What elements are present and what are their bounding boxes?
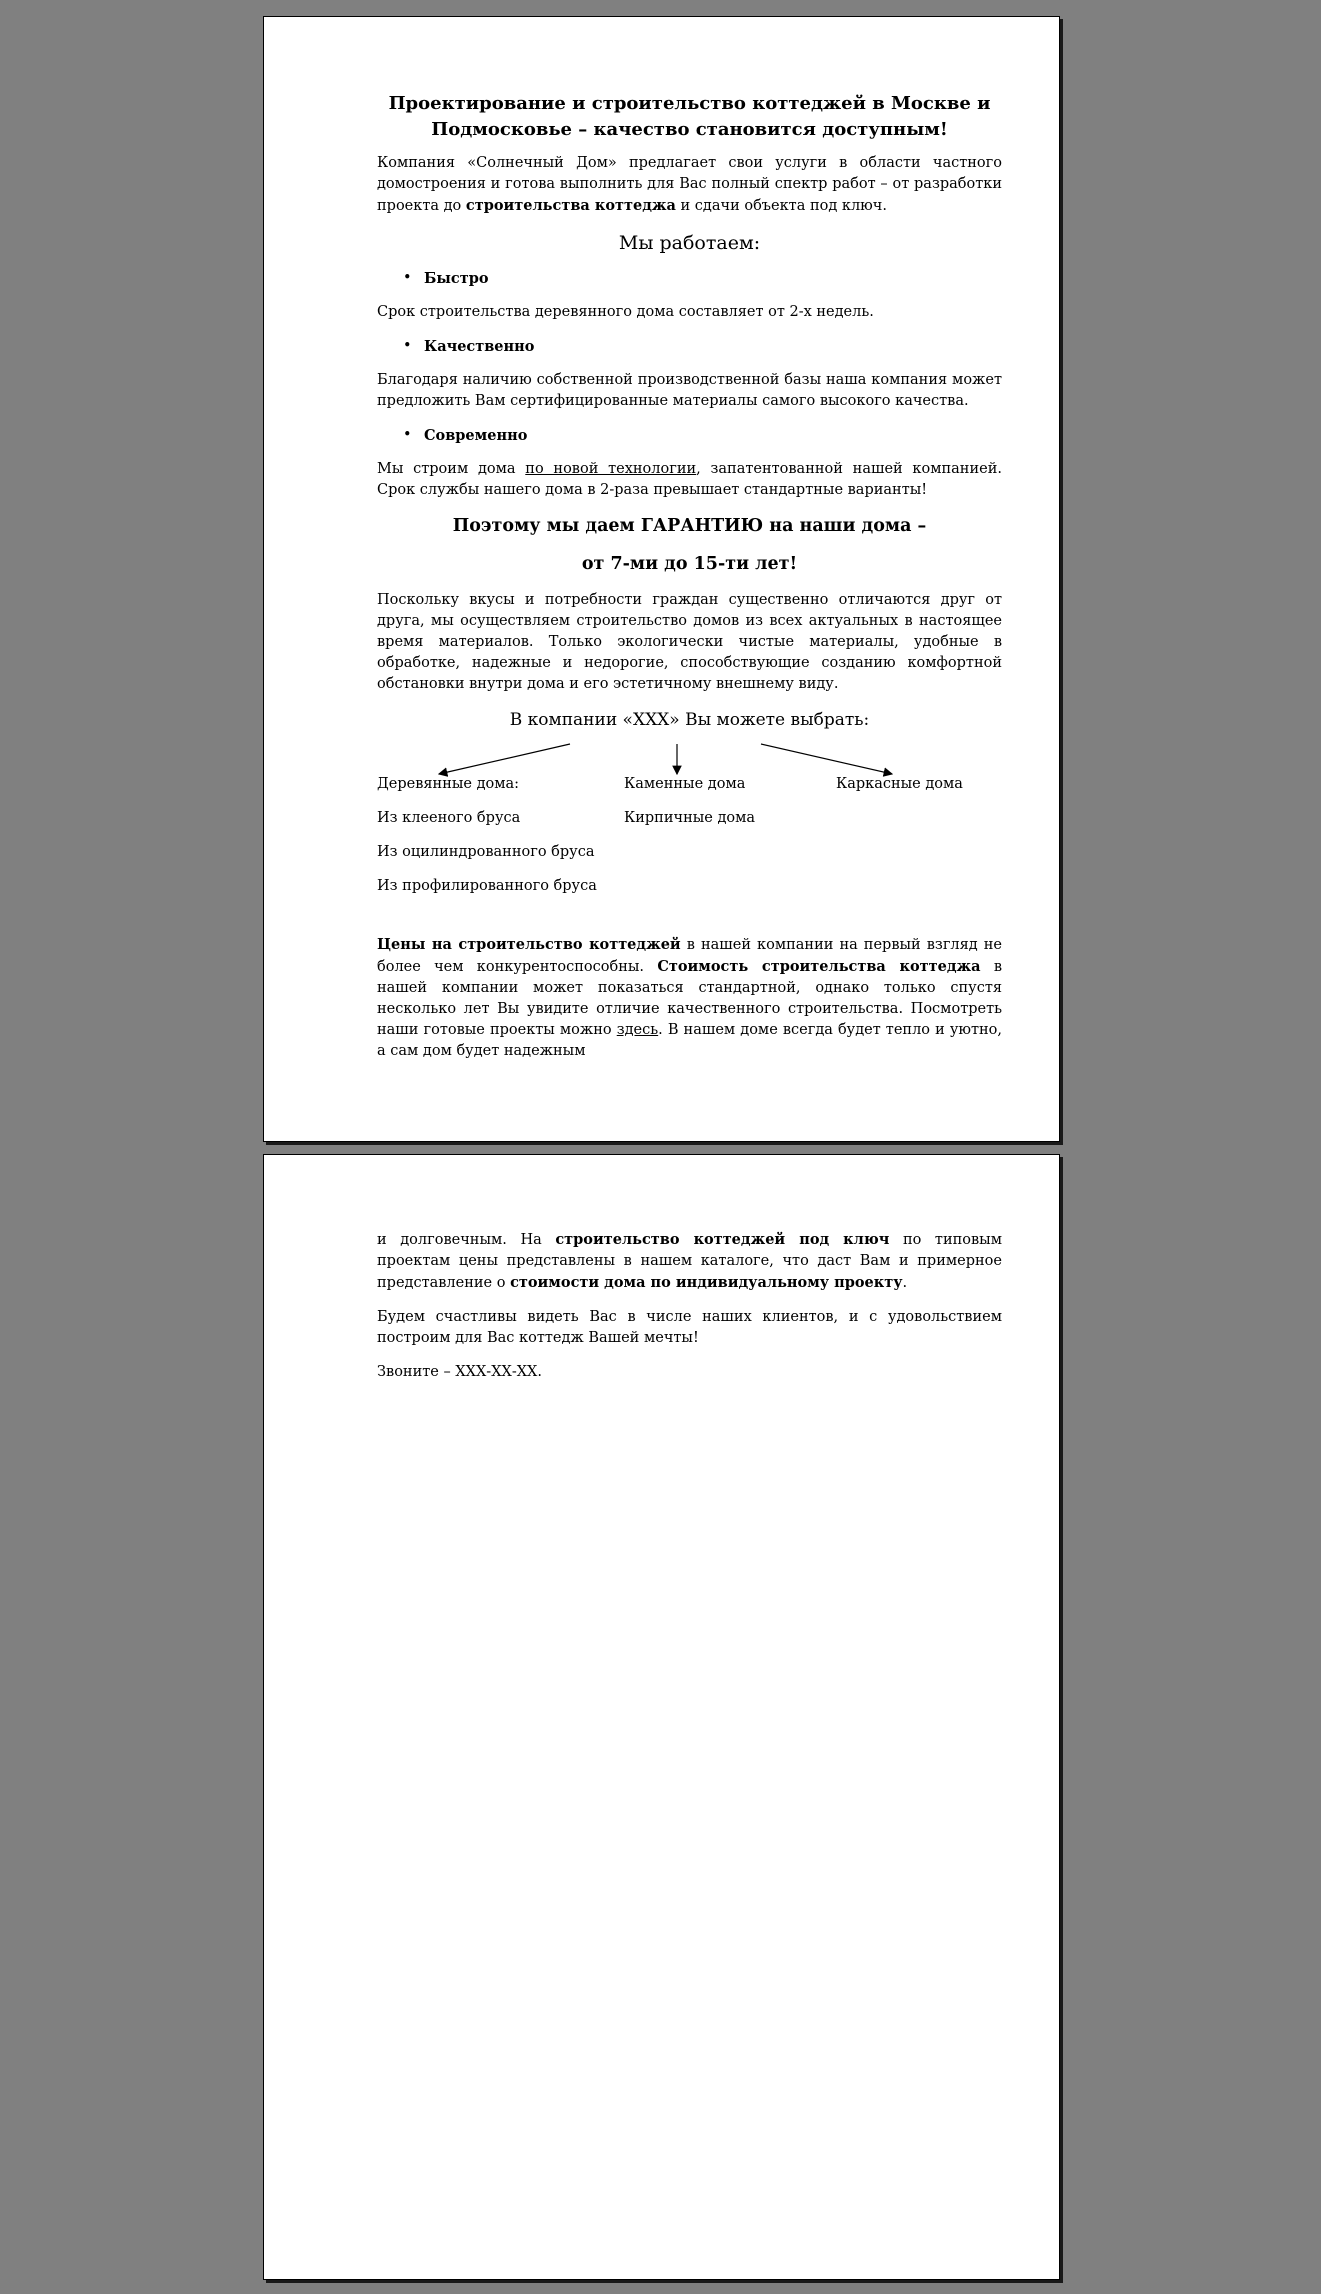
- projects-link[interactable]: здесь: [616, 1022, 659, 1038]
- arrow-to-frame: [761, 744, 892, 774]
- technology-link[interactable]: по новой технологии: [525, 461, 697, 477]
- feature-text-fast: Срок строительства деревянного дома составляет от 2-х недель.: [377, 304, 874, 320]
- prices-text-2: в нашей компании может показаться стандартной, однако только спустя несколько лет Вы увидите отличие качественного строительства. Посмотреть наши готовые проекты можно: [377, 959, 1002, 1038]
- guarantee-line-1: Поэтому мы даем ГАРАНТИЮ на наши дома –: [452, 516, 927, 536]
- call-paragraph: Звоните – ХХХ-ХХ-ХХ.: [377, 1364, 542, 1380]
- cont-text-3: .: [902, 1275, 908, 1291]
- materials-paragraph: Поскольку вкусы и потребности граждан существенно отличаются друг от друга, мы осуществляем строительство домов из всех актуальных в настоящее время материалов. Только экологически чистые материалы, удобные в обработке, надежные и недорогие, способствующие созданию комфортной обстановки внутри дома и его эстетичному внешнему виду.: [377, 592, 1002, 692]
- column-item: Кирпичные дома: [624, 810, 756, 826]
- intro-text-end: и сдачи объекта под ключ.: [675, 198, 887, 214]
- prices-text-3: . В нашем доме всегда будет тепло и уютно, а сам дом будет надежным: [377, 1022, 1002, 1059]
- page-1-content: [377, 91, 1002, 1075]
- intro-text: Компания «Солнечный Дом» предлагает свои услуги в области частного домостроения и готова выполнить для Вас полный спектр работ – от разработки проекта до: [377, 155, 1002, 214]
- cont-bold-1: строительство коттеджей под ключ: [555, 1231, 890, 1248]
- feature-bullet-modern: [377, 425, 1002, 446]
- document-title: Проектирование и строительство коттеджей в Москве и Подмосковье – качество становится доступным!: [388, 93, 991, 140]
- document-page-1: [263, 16, 1060, 1142]
- column-item: Из клееного бруса: [377, 810, 521, 826]
- house-types-diagram: [377, 732, 1002, 918]
- prices-bold-1: Цены на строительство коттеджей: [377, 936, 681, 953]
- feature-label: Быстро: [424, 270, 489, 287]
- column-item: Каменные дома: [624, 776, 746, 792]
- prices-text-1: в нашей компании на первый взгляд не более чем конкурентоспособны.: [377, 937, 1002, 975]
- cont-text-1: и долговечным. На: [377, 1232, 556, 1248]
- arrow-to-wood: [439, 744, 570, 774]
- column-item: Каркасные дома: [836, 776, 963, 792]
- bullet-icon: •: [403, 270, 412, 286]
- diagram-arrows: [377, 732, 1002, 778]
- stone-houses-column: [624, 774, 755, 842]
- cont-bold-2: стоимости дома по индивидуальному проекту: [510, 1274, 903, 1291]
- prices-bold-2: Стоимость строительства коттеджа: [657, 958, 981, 975]
- column-item: Деревянные дома:: [377, 776, 520, 792]
- guarantee-line-2: от 7-ми до 15-ти лет!: [581, 554, 798, 574]
- choose-heading: В компании «ХХХ» Вы можете выбрать:: [509, 710, 870, 730]
- bullet-icon: •: [403, 427, 412, 443]
- document-page-2: [263, 1154, 1060, 2280]
- happy-paragraph: Будем счастливы видеть Вас в числе наших клиентов, и с удовольствием построим для Вас коттедж Вашей мечты!: [377, 1309, 1002, 1346]
- wood-houses-column: [377, 774, 597, 910]
- feature-bullet-fast: [377, 268, 1002, 289]
- feature-text-modern: [377, 459, 1002, 501]
- continuation-paragraph: [377, 1229, 1002, 1294]
- frame-houses-column: [836, 774, 963, 808]
- intro-bold-keyword: строительства коттеджа: [465, 197, 676, 214]
- page-2-content: [377, 1229, 1002, 1396]
- we-work-heading: Мы работаем:: [618, 232, 761, 254]
- bullet-icon: •: [403, 338, 412, 354]
- prices-paragraph: [377, 934, 1002, 1062]
- column-item: Из оцилиндрованного бруса: [377, 844, 595, 860]
- column-item: Из профилированного бруса: [377, 878, 597, 894]
- feature-label: Современно: [424, 427, 528, 444]
- intro-paragraph: [377, 153, 1002, 217]
- cont-text-2: по типовым проектам цены представлены в нашем каталоге, что даст Вам и примерное представление о: [377, 1232, 1002, 1291]
- feature-text: Мы строим дома: [377, 461, 526, 477]
- feature-text-end: , запатентованной нашей компанией. Срок службы нашего дома в 2-раза превышает стандартные варианты!: [377, 461, 1002, 498]
- feature-text-quality: Благодаря наличию собственной производственной базы наша компания может предложить Вам сертифицированные материалы самого высокого качества.: [377, 372, 1002, 409]
- feature-label: Качественно: [424, 338, 535, 355]
- feature-bullet-quality: [377, 336, 1002, 357]
